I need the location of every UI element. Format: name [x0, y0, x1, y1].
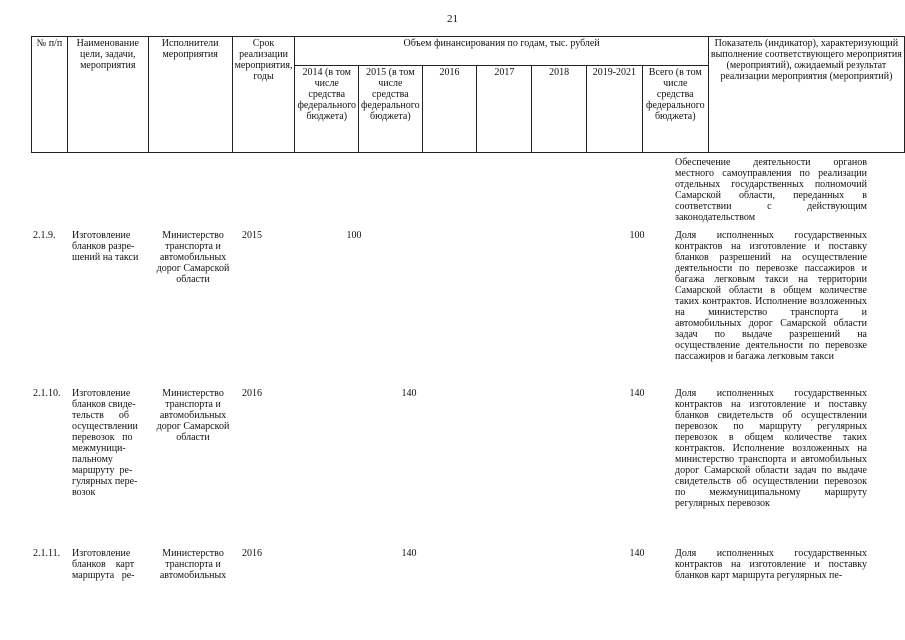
row-name: Изготовление бланков разре- шений на такси [72, 230, 139, 263]
header-2019-2021: 2019-2021 [586, 66, 642, 153]
header-2017: 2017 [477, 66, 532, 153]
header-2016: 2016 [422, 66, 477, 153]
row-indicator: Доля исполненных государственных контрактов на изготовление и поставку бланков свидетельств об осуществлении перевозок по маршруту регулярных перевозок в общем количестве таких контрактов. Исполнение возложенных на министерство транспорта и автомобильных дорог Самарской области задач по выдаче свидетельств об осуществлении перевозок по межмуниципальному маршруту регулярных перевозок [675, 388, 867, 509]
row-executor: Министерство транспорта и автомобильных дорог Самарской области [156, 388, 230, 443]
row-total: 100 [629, 230, 645, 241]
row-number: 2.1.9. [33, 230, 56, 241]
header-num: № п/п [32, 37, 68, 153]
row-year: 2016 [242, 388, 262, 399]
header-executor: Исполнители мероприятия [148, 37, 232, 153]
page-number: 21 [447, 13, 458, 25]
row-value-2015: 100 [346, 230, 362, 241]
header-total: Всего (в том числе средства федерального бюджета) [642, 66, 708, 153]
row-value-2016: 140 [401, 388, 417, 399]
row-number: 2.1.10. [33, 388, 61, 399]
header-name: Наименование цели, задачи, мероприятия [67, 37, 148, 153]
header-2018: 2018 [532, 66, 587, 153]
row-executor: Министерство транспорта и автомобильных дорог Самарской области [156, 230, 230, 285]
header-indicator: Показатель (индикатор), характеризующий выполнение соответствующего мероприятия (мероприятий), ожидаемый результат реализации мероприятия (мероприятий) [708, 37, 904, 153]
table-header [31, 36, 905, 153]
row-indicator: Доля исполненных государственных контрактов на изготовление и поставку бланков разрешений на осуществление деятельности по перевозке пассажиров и багажа легковым такси на территории Самарской области в общем количестве таких контрактов. Исполнение возложенных на министерство транспорта и автомобильных дорог Самарской области задач по выдаче разрешений на осуществление деятельности по перевозке пассажиров и багажа легковым такси [675, 230, 867, 362]
header-term: Срок реализации мероприятия, годы [232, 37, 295, 153]
header-finance: Объем финансирования по годам, тыс. рублей [295, 37, 708, 66]
row-value-2016: 140 [401, 548, 417, 559]
header-2014: 2014 (в том числе средства федерального бюджета) [295, 66, 359, 153]
row-total: 140 [629, 388, 645, 399]
row-number: 2.1.11. [33, 548, 61, 559]
header-2015: 2015 (в том числе средства федерального бюджета) [359, 66, 423, 153]
row-total: 140 [629, 548, 645, 559]
continuation-text: Обеспечение деятельности органов местного самоуправления по реализации отдельных государственных полномочий Самарской области, переданных в соответствии с действующим законодательством [675, 157, 867, 223]
row-name: Изготовление бланков свиде- тельств об осуществлении перевозок по межмуници- пальному маршруту ре- гулярных пере- возок [72, 388, 138, 498]
row-executor: Министерство транспорта и автомобильных [159, 548, 227, 581]
row-name: Изготовление бланков карт маршрута ре- [72, 548, 135, 581]
row-year: 2015 [242, 230, 262, 241]
row-indicator: Доля исполненных государственных контрактов на изготовление и поставку бланков карт маршрута регулярных пе- [675, 548, 867, 581]
row-year: 2016 [242, 548, 262, 559]
